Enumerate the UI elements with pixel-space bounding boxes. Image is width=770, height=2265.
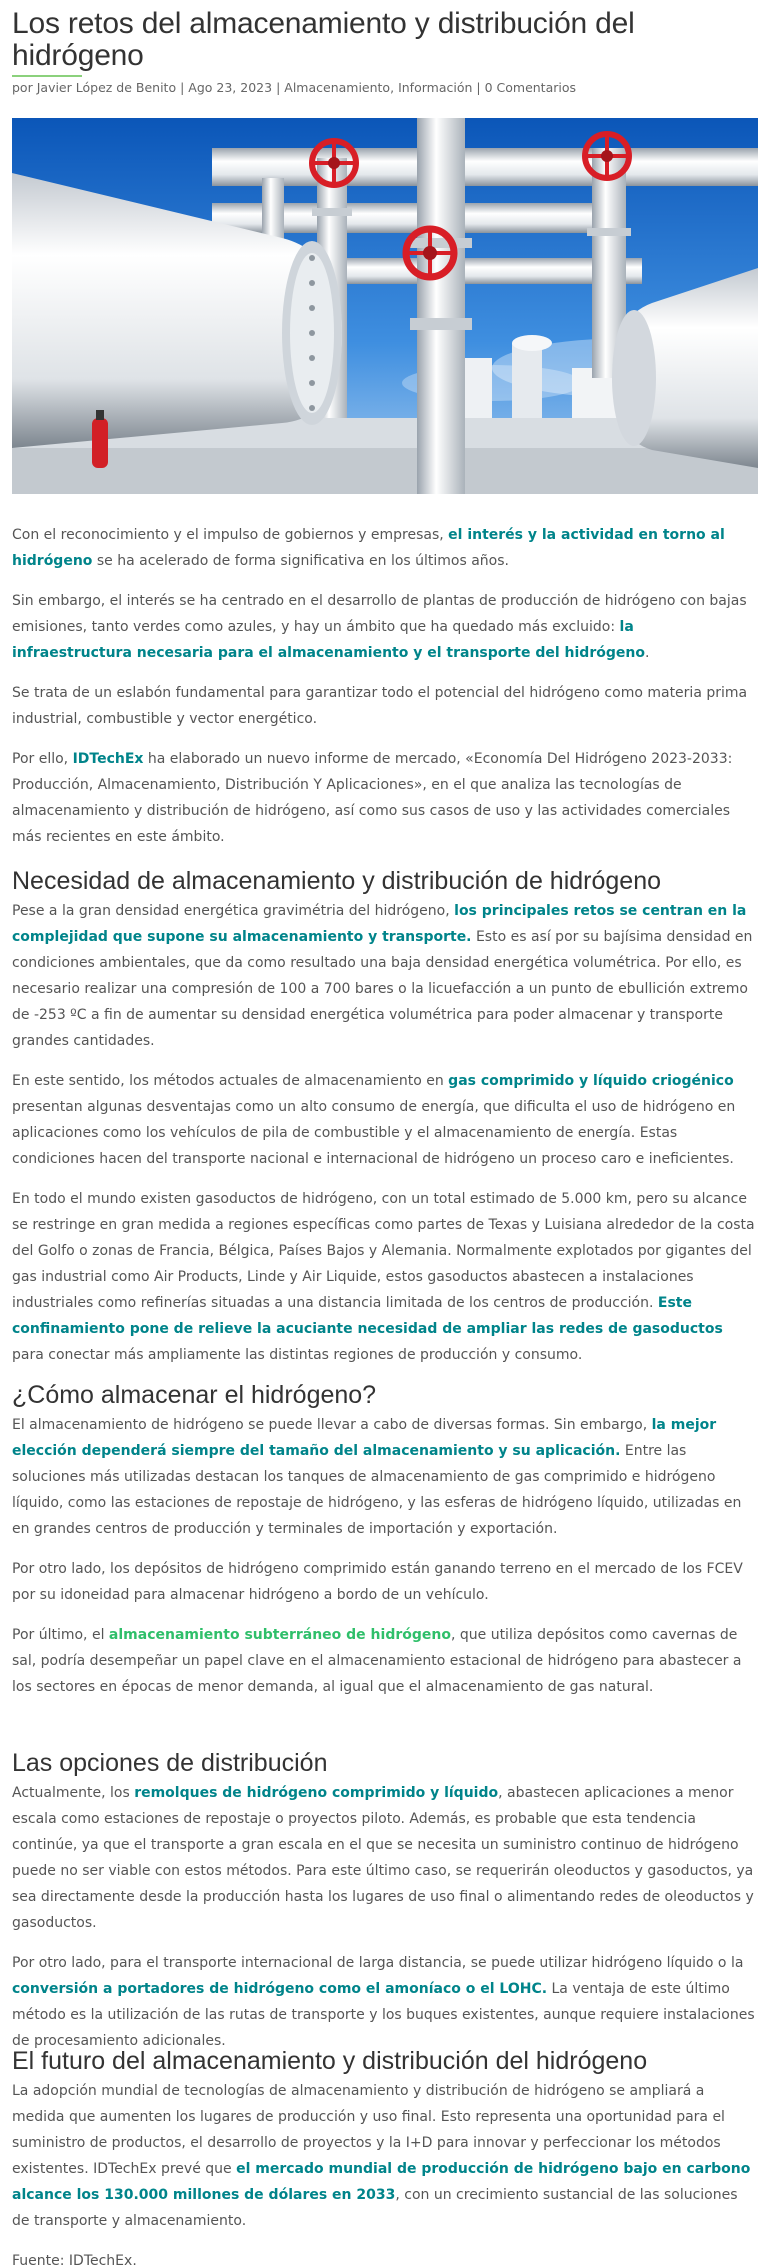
section-heading: Necesidad de almacenamiento y distribución de hidrógeno [12,867,662,895]
section1-paragraph-1: Pese a la gran densidad energética gravimétria del hidrógeno, los principales retos se centran en la complejidad que supone su almacenamiento y transporte. Esto es así por su bajísima densidad en condiciones ambientales, que da como resultado una baja densidad energética volumétrica. Por ello, es necesario realizar una compresión de 100 a 700 bares o la licuefacción a un punto de ebullición extremo de -253 ºC a fin de aumentar su densidad energética volumétrica para poder almacenar y transporte grandes cantidades. [12,903,753,1049]
post-date: Ago 23, 2023 [188,80,273,95]
carriers-link[interactable]: conversión a portadores de hidrógeno como el amoníaco o el LOHC. [12,1981,548,1997]
emphasis-text: los principales retos se centran en la complejidad que supone su almacenamiento y transporte. [12,903,747,945]
meta-prefix: por [12,80,33,95]
hero-image [12,118,758,494]
idtechex-link[interactable]: IDTechEx [72,751,144,767]
emphasis-text: el mercado mundial de producción de hidrógeno bajo en carbono alcance los 130.000 millones de dólares en 2033 [12,2161,751,2203]
emphasis-text: la mejor elección dependerá siempre del tamaño del almacenamiento y su aplicación. [12,1417,717,1459]
section3-paragraph-1: Actualmente, los remolques de hidrógeno comprimido y líquido, abastecen aplicaciones a menor escala como estaciones de repostaje o proyectos piloto. Además, es probable que esta tendencia continúe, ya que el transporte a gran escala en el que se necesita un suministro continuo de hidrógeno puede no ser viable con estos métodos. Para este último caso, se requerirán oleoductos y gasoductos, ya sea directamente desde la producción hasta los lugares de uso final o alimentando redes de oleoductos y gasoductos. [12,1785,754,1931]
hero-illustration [12,118,758,494]
intro-paragraph-3: Se trata de un eslabón fundamental para garantizar todo el potencial del hidrógeno como materia prima industrial, combustible y vector energético. [12,685,748,727]
interest-link[interactable]: el interés y la actividad en torno al hidrógeno [12,527,725,569]
valve-wheel-icon [585,134,629,178]
section4-paragraph-1: La adopción mundial de tecnologías de almacenamiento y distribución de hidrógeno se ampliará a medida que aumenten los lugares de producción y uso final. Esto representa una oportunidad para el suministro de productos, el desarrollo de proyectos y la I+D para innovar y perfeccionar los métodos existentes. IDTechEx prevé que el mercado mundial de producción de hidrógeno bajo en carbono alcance los 130.000 millones de dólares en 2033, con un crecimiento sustancial de las soluciones de transporte y almacenamiento. [12,2083,751,2229]
section-necesidad [12,866,758,1382]
comments-link[interactable]: 0 Comentarios [484,80,577,95]
section-futuro [12,2046,758,2265]
source-note: Fuente: IDTechEx. [12,2253,137,2265]
category-link-almacenamiento[interactable]: Almacenamiento [284,80,391,95]
category-link-informacion[interactable]: Información [398,80,473,95]
section2-paragraph-2: Por otro lado, los depósitos de hidrógeno comprimido están ganando terreno en el mercado de los FCEV por su idoneidad para almacenar hidrógeno a bordo de un vehículo. [12,1561,743,1603]
meta-sep: | [180,80,185,95]
underground-storage-link[interactable]: almacenamiento subterráneo de hidrógeno [108,1627,451,1643]
intro-paragraph-4: Por ello, IDTechEx ha elaborado un nuevo informe de mercado, «Economía Del Hidrógeno 2023-2033: Producción, Almacenamiento, Distribución Y Aplicaciones», en el que analiza las tecnologías de almacenamiento y distribución de hidrógeno, así como sus casos de uso y las actividades comerciales más recientes en este ámbito. [12,751,733,845]
valve-wheel-icon [312,141,356,185]
meta-sep: | [276,80,281,95]
section-heading: ¿Cómo almacenar el hidrógeno? [12,1381,377,1409]
emphasis-text: Este confinamiento pone de relieve la acuciante necesidad de ampliar las redes de gasoductos [12,1295,723,1337]
trailers-link[interactable]: remolques de hidrógeno comprimido y líquido [134,1785,499,1801]
author-link[interactable]: Javier López de Benito [36,80,177,95]
post-meta [12,80,576,95]
section-distribucion [12,1748,758,2068]
intro-paragraph-1: Con el reconocimiento y el impulso de gobiernos y empresas, el interés y la actividad en torno al hidrógeno se ha acelerado de forma significativa en los últimos años. [12,527,725,569]
section-heading: Las opciones de distribución [12,1749,328,1777]
gas-link[interactable]: gas comprimido y líquido criogénico [448,1073,734,1089]
valve-wheel-icon [406,229,454,277]
title-underline [12,75,82,77]
infrastructure-link[interactable]: la infraestructura necesaria para el almacenamiento y el transporte del hidrógeno [12,619,645,661]
section-almacenar [12,1380,758,1714]
meta-sep: | [476,80,481,95]
section2-paragraph-1: El almacenamiento de hidrógeno se puede llevar a cabo de diversas formas. Sin embargo, la mejor elección dependerá siempre del tamaño del almacenamiento y su aplicación. Entre las soluciones más utilizadas destacan los tanques de almacenamiento de gas comprimido e hidrógeno líquido, como las estaciones de repostaje de hidrógeno, y las esferas de hidrógeno líquido, utilizadas en en grandes centros de producción y terminales de importación y exportación. [12,1417,742,1537]
intro-paragraph-2: Sin embargo, el interés se ha centrado en el desarrollo de plantas de producción de hidrógeno con bajas emisiones, tanto verdes como azules, y hay un ámbito que ha quedado más excluido: la infraestructura necesaria para el almacenamiento y el transporte del hidrógeno. [12,593,747,661]
article-title: Los retos del almacenamiento y distribución del hidrógeno [12,7,635,72]
section1-paragraph-3: En todo el mundo existen gasoductos de hidrógeno, con un total estimado de 5.000 km, pero su alcance se restringe en gran medida a regiones específicas como partes de Texas y Luisiana alrededor de la costa del Golfo o zonas de Francia, Bélgica, Países Bajos y Alemania. Normalmente explotados por gigantes del gas industrial como Air Products, Linde y Air Liquide, estos gasoductos abastecen a instalaciones industriales como refinerías situadas a una distancia limitada de los centros de producción. Este confinamiento pone de relieve la acuciante necesidad de ampliar las redes de gasoductos para conectar más ampliamente las distintas regiones de producción y consumo. [12,1191,755,1363]
section2-paragraph-3: Por último, el almacenamiento subterráneo de hidrógeno, que utiliza depósitos como cavernas de sal, podría desempeñar un papel clave en el almacenamiento estacional de hidrógeno para abastecer a los sectores en épocas de menor demanda, al igual que el almacenamiento de gas natural. [12,1627,742,1695]
section1-paragraph-2: En este sentido, los métodos actuales de almacenamiento en gas comprimido y líquido criogénico presentan algunas desventajas como un alto consumo de energía, que dificulta el uso de hidrógeno en aplicaciones como los vehículos de pila de combustible y el almacenamiento de energía. Estas condiciones hacen del transporte nacional e internacional de hidrógeno un proceso caro e ineficientes. [12,1073,736,1167]
section-heading: El futuro del almacenamiento y distribución del hidrógeno [12,2047,648,2075]
intro-section [12,522,758,864]
meta-comma: , [390,80,395,95]
section3-paragraph-2: Por otro lado, para el transporte internacional de larga distancia, se puede utilizar hidrógeno líquido o la conversión a portadores de hidrógeno como el amoníaco o el LOHC. La ventaja de este último método es la utilización de las rutas de transporte y los buques existentes, aunque requiere instalaciones de procesamiento adicionales. [12,1955,755,2049]
